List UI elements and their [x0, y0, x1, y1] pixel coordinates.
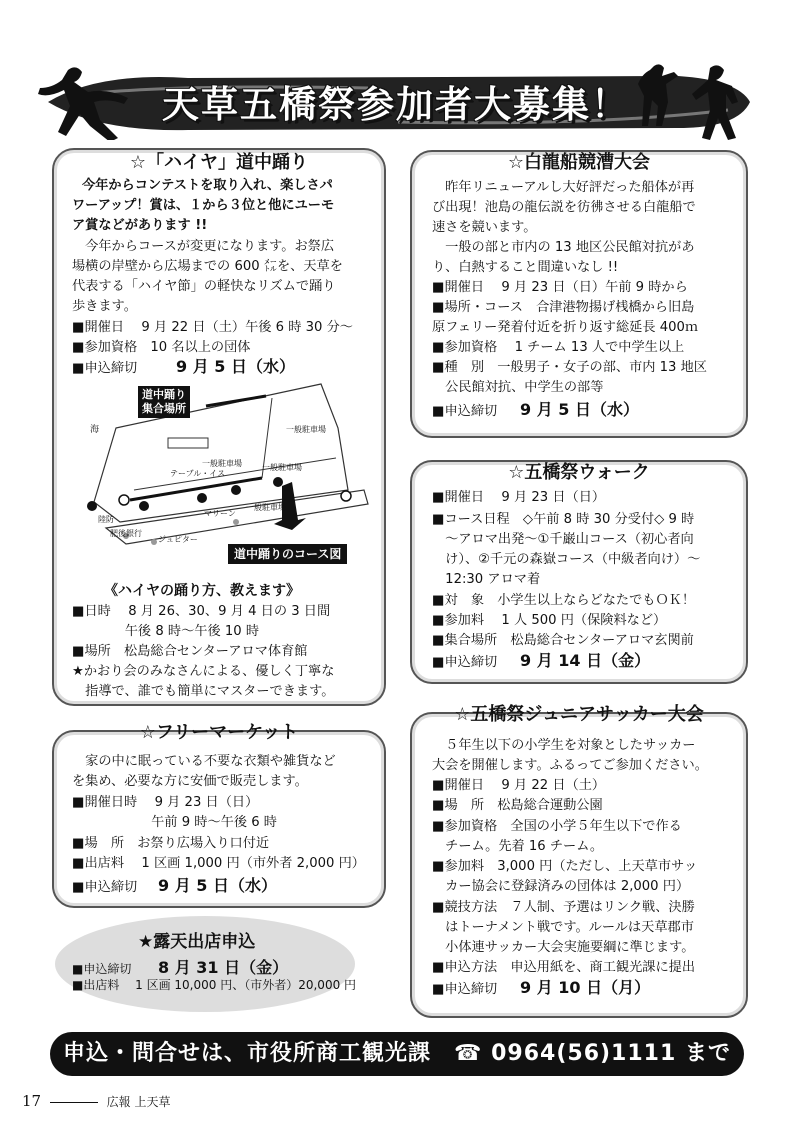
walk-line-1: ■開催日 9 月 23 日（日）: [432, 490, 606, 505]
dragon-line-4: 一般の部と市内の 13 地区公民館対抗があ: [432, 240, 695, 255]
dragon-line-10: ■種 別 一般男子・女子の部、市内 13 地区: [432, 360, 707, 375]
course-map: [86, 378, 370, 574]
map-fire-label: 陸防: [98, 515, 114, 524]
walk-line-5: 12:30 アロマ着: [432, 572, 541, 587]
map-bank-label: 肥後銀行: [110, 529, 142, 538]
haiya-intro-line-1: 今年からコンテストを取り入れ、楽しさパ: [82, 178, 333, 193]
page-title: 天草五橋祭参加者大募集！: [162, 83, 630, 126]
map-parking-2: 一般駐車場: [286, 425, 326, 434]
soccer-deadline-label: ■申込締切: [432, 982, 498, 997]
soccer-line-2: 大会を開催します。ふるってご参加ください。: [432, 758, 708, 773]
dragon-line-2: び出現！池島の龍伝説を彷彿させる白龍船で: [432, 200, 696, 215]
dragon-deadline-value: 9 月 5 日（水）: [520, 400, 639, 419]
haiya-date: ■開催日 9 月 22 日（土）午後 6 時 30 分～: [72, 320, 353, 335]
flea-market-title: ☆フリーマーケット: [139, 722, 299, 743]
map-marine-label: マリーン: [204, 509, 236, 518]
flea-line-2: を集め、必要な方に安価で販売します。: [72, 774, 308, 789]
soccer-line-4: ■場 所 松島総合運動公園: [432, 798, 603, 813]
howto-line-2: 午後 8 時～午後 10 時: [72, 624, 260, 639]
haiya-body-line-4: 歩きます。: [72, 299, 137, 314]
dragon-line-1: 昨年リニューアルし大好評だった船体が再: [432, 180, 695, 195]
stall-fee: ■出店料 1 区画 10,000 円、（市外者）20,000 円: [72, 978, 357, 992]
soccer-line-8: カー協会に登録済みの団体は 2,000 円）: [432, 879, 690, 894]
flea-line-4: 午前 9 時～午後 6 時: [72, 815, 277, 830]
walk-line-8: ■集合場所 松島総合センターアロマ玄関前: [432, 633, 694, 648]
dragon-deadline-label: ■申込締切: [432, 404, 498, 419]
soccer-line-7: ■参加料 3,000 円（ただし、上天草市サッ: [432, 859, 698, 874]
gather-point-tag: 道中踊り 集合場所: [138, 386, 190, 418]
haiya-deadline-label: ■申込締切: [72, 361, 138, 376]
map-sea-label: 海: [90, 425, 100, 435]
map-parking-3: 一般駐車場: [262, 463, 302, 472]
walk-line-7: ■参加料 1 人 500 円（保険料など）: [432, 613, 667, 628]
haiya-intro-line-2: ワーアップ！賞は、１から３位と他にユーモ: [72, 198, 335, 213]
dragon-line-9: ■参加資格 1 チーム 13 人で中学生以上: [432, 340, 685, 355]
map-jupiter-label: ジュピター: [158, 535, 198, 544]
dragon-line-11: 公民館対抗、中学生の部等: [432, 380, 604, 395]
walk-title: ☆五橋祭ウォーク: [508, 462, 650, 483]
walk-line-4: け）、②千元の森嶽コース（中級者向け）～: [432, 552, 701, 567]
haiya-title: ☆「ハイヤ」道中踊り: [129, 152, 309, 173]
walk-deadline-value: 9 月 14 日（金）: [520, 651, 651, 670]
howto-line-3: ■場所 松島総合センターアロマ体育館: [72, 644, 308, 659]
flea-line-6: ■出店料 1 区画 1,000 円（市外者 2,000 円）: [72, 856, 365, 871]
dragon-line-5: り、白熱すること間違いなし !!: [432, 260, 619, 275]
soccer-line-3: ■開催日 9 月 22 日（土）: [432, 778, 606, 793]
walk-line-6: ■対 象 小学生以上ならどなたでもＯＫ！: [432, 593, 696, 608]
walk-line-2: ■コース日程 ◇午前 8 時 30 分受付◇ 9 時: [432, 512, 695, 527]
haiya-body-line-3: 代表する「ハイヤ節」の軽快なリズムで踊り: [72, 279, 336, 294]
soccer-line-12: ■申込方法 申込用紙を、商工観光課に提出: [432, 960, 696, 975]
haiya-body-line-1: 今年からコースが変更になります。お祭広: [72, 239, 335, 254]
course-map-tag: 道中踊りのコース図: [228, 544, 347, 564]
soccer-line-6: チーム。先着 16 チーム。: [432, 839, 604, 854]
soccer-line-11: 小体連サッカー大会実施要綱に準じます。: [432, 940, 695, 955]
map-parking-4: 一般駐車場: [246, 503, 286, 512]
haiya-qualification: ■参加資格 10 名以上の団体: [72, 340, 251, 355]
contact-text: 申込・問合せは、市役所商工観光課 ☎ 0964(56)1111 まで: [63, 1041, 731, 1066]
stall-title: ★露天出店申込: [138, 932, 256, 952]
map-parking-1: 一般駐車場: [202, 459, 242, 468]
howto-line-4: ★かおり会のみなさんによる、優しく丁寧な: [72, 664, 335, 679]
dragon-line-3: 速さを競います。: [432, 220, 537, 235]
stall-deadline-label: ■申込締切: [72, 962, 132, 976]
flea-line-5: ■場 所 お祭り広場入り口付近: [72, 836, 270, 851]
howto-line-1: ■日時 8 月 26、30、9 月 4 日の 3 日間: [72, 604, 331, 619]
dragon-boat-title: ☆白龍船競漕大会: [507, 152, 651, 173]
flea-line-1: 家の中に眠っている不要な衣類や雑貨など: [72, 754, 336, 769]
walk-deadline-label: ■申込締切: [432, 655, 498, 670]
soccer-line-9: ■競技方法 ７人制、予選はリンク戦、決勝: [432, 900, 695, 915]
dragon-line-8: 原フェリー発着付近を折り返す総延長 400ｍ: [432, 320, 699, 335]
soccer-line-10: はトーナメント戦です。ルールは天草郡市: [432, 920, 694, 935]
flea-deadline-label: ■申込締切: [72, 880, 138, 895]
howto-line-5: 指導で、誰でも簡単にマスターできます。: [72, 684, 335, 699]
howto-title: 《ハイヤの踊り方、教えます》: [104, 583, 300, 599]
publication-name: 広報 上天草: [106, 1095, 171, 1109]
map-tables-label: テーブル・イス: [170, 469, 226, 478]
haiya-body-line-2: 場横の岸壁から広場までの 600 ㍍を、天草を: [72, 259, 343, 274]
soccer-line-5: ■参加資格 全国の小学５年生以下で作る: [432, 819, 682, 834]
soccer-line-1: ５年生以下の小学生を対象としたサッカー: [432, 738, 696, 753]
header-banner: [38, 66, 754, 138]
dragon-line-6: ■開催日 9 月 23 日（日）午前 9 時から: [432, 280, 688, 295]
footer-rule: [50, 1102, 98, 1103]
soccer-title: ☆五橋祭ジュニアサッカー大会: [454, 704, 704, 725]
dragon-line-7: ■場所・コース 合津港物揚げ桟橋から旧島: [432, 300, 695, 315]
flea-deadline-value: 9 月 5 日（水）: [158, 876, 277, 895]
walk-line-3: ～アロマ出発～①千巌山コース（初心者向: [432, 532, 694, 547]
soccer-deadline-value: 9 月 10 日（月）: [520, 978, 651, 997]
haiya-deadline-value: 9 月 5 日（水）: [176, 357, 295, 376]
stall-deadline-value: 8 月 31 日（金）: [158, 958, 289, 977]
page-footer: [22, 1092, 170, 1110]
flea-line-3: ■開催日時 9 月 23 日（日）: [72, 795, 259, 810]
haiya-intro-line-3: ア賞などがあります !!: [72, 218, 208, 233]
page-number: 17: [22, 1092, 42, 1110]
